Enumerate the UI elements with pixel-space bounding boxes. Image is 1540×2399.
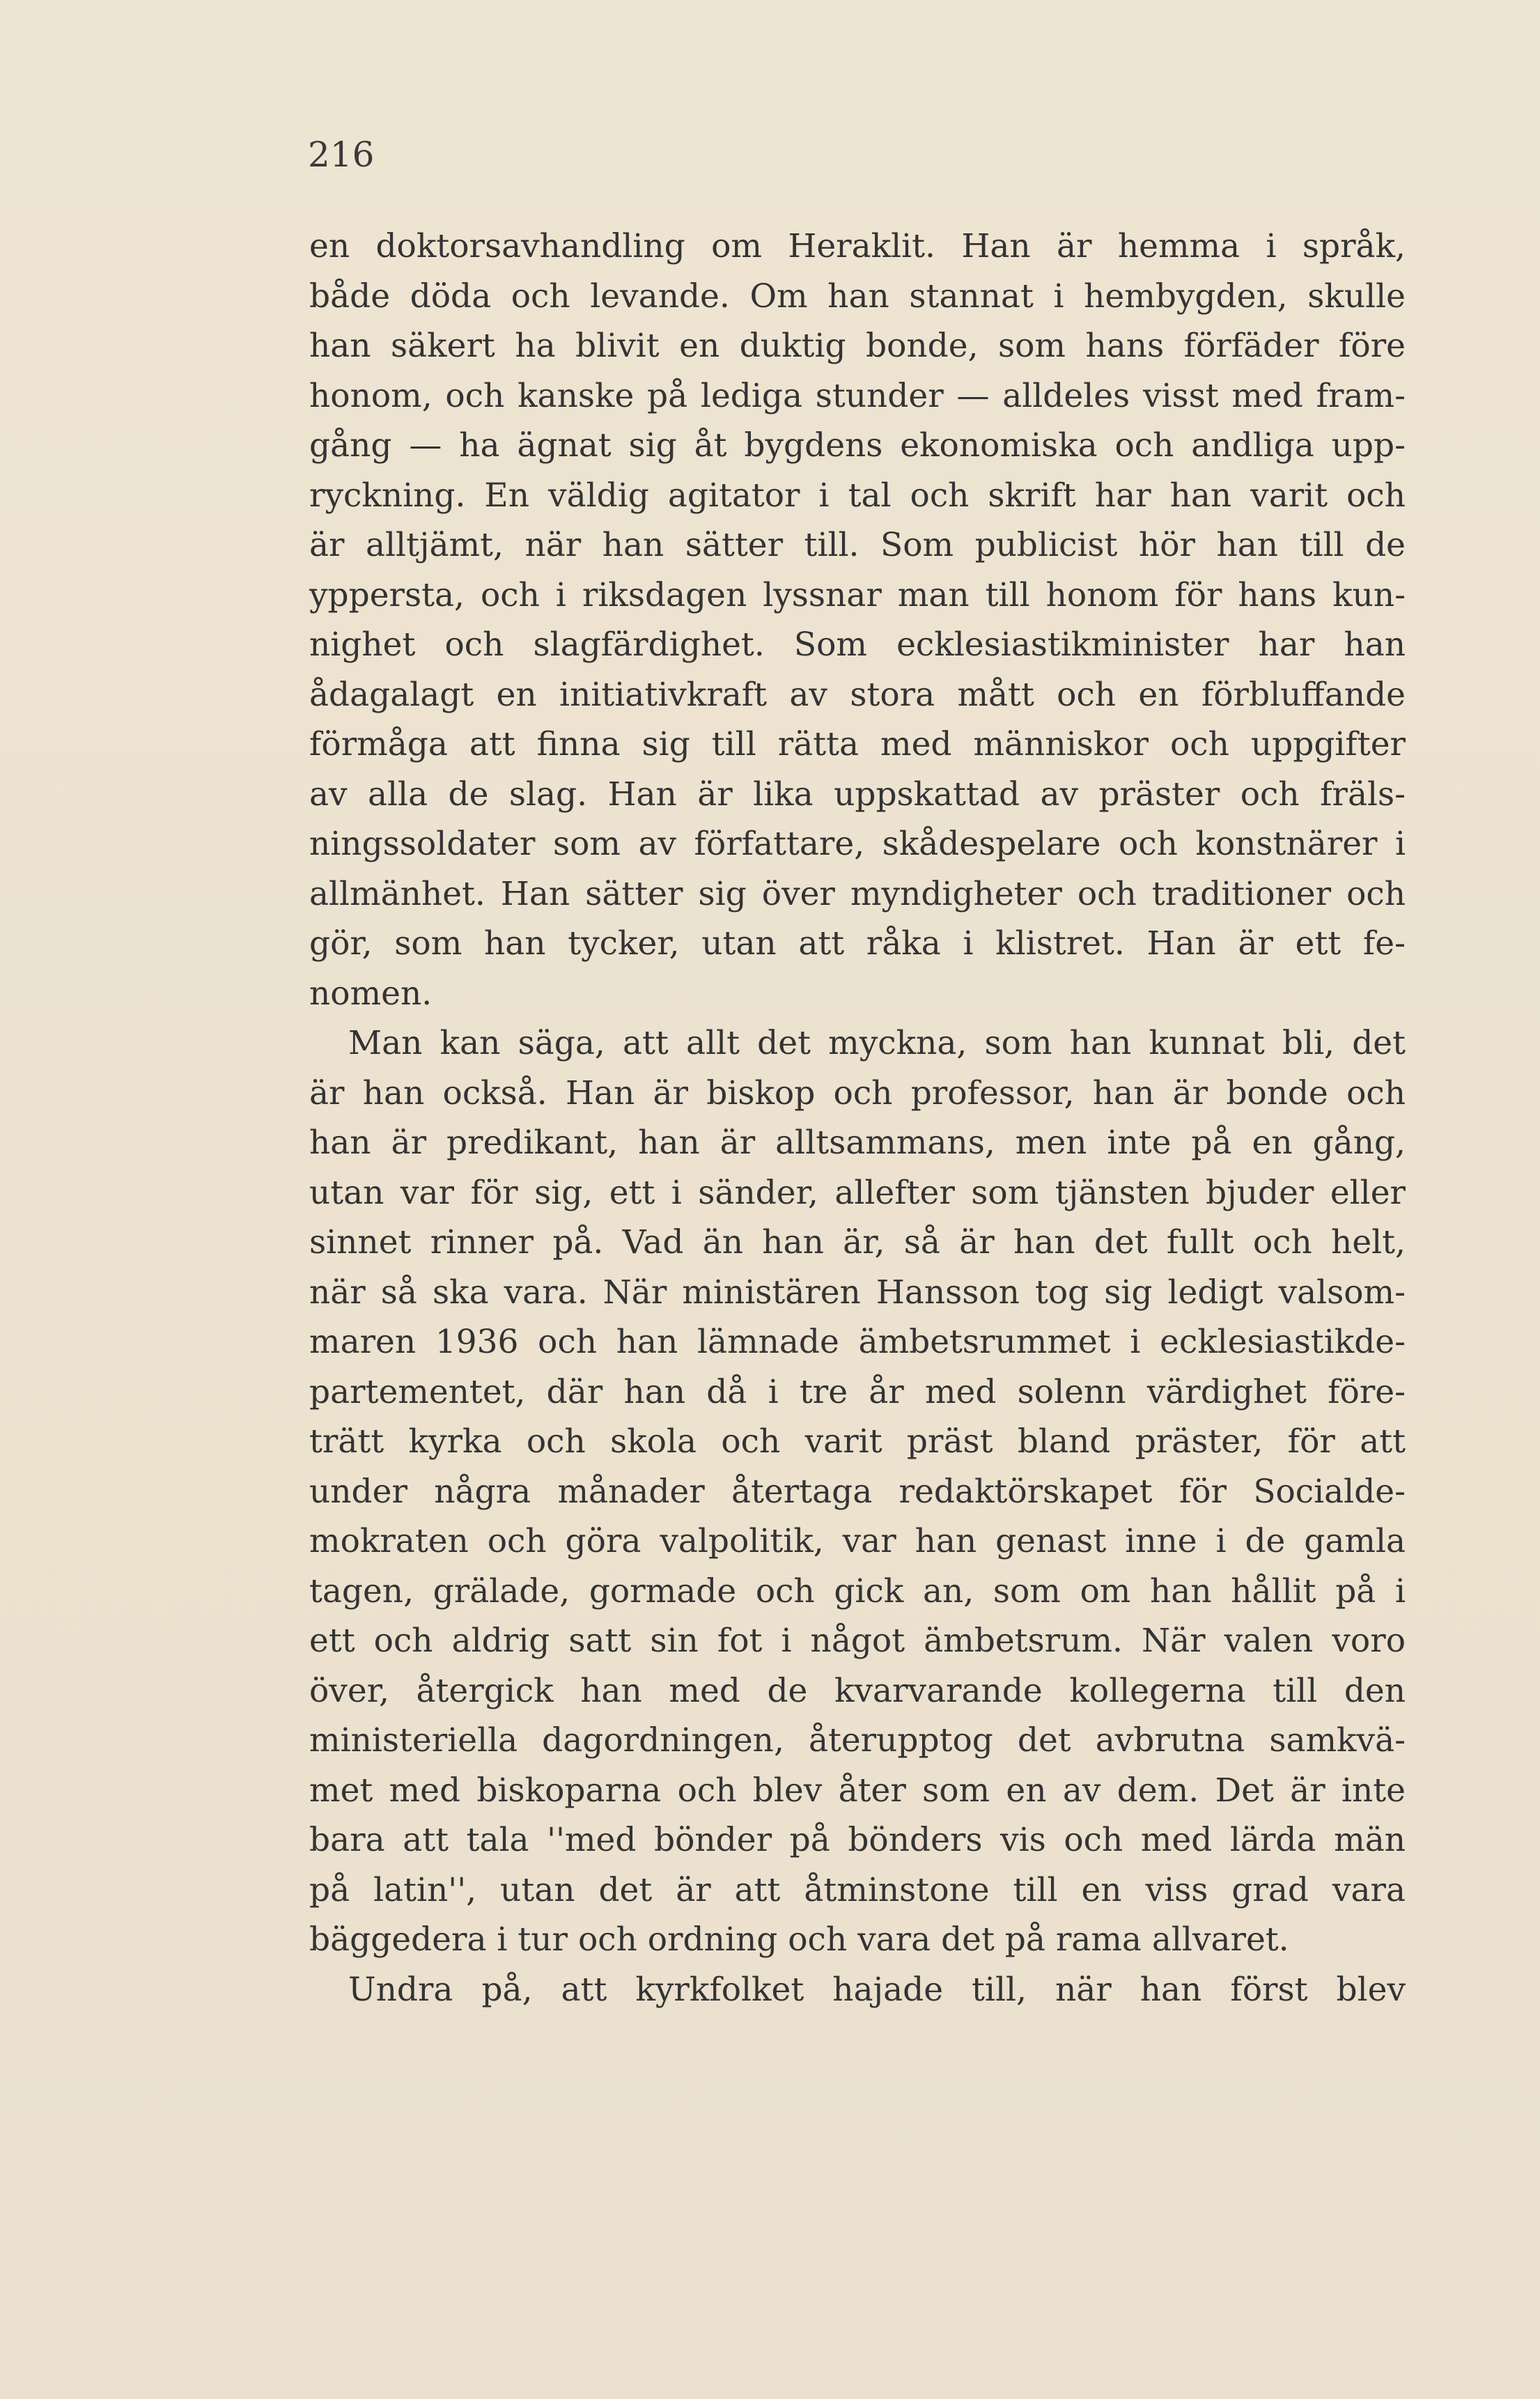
text-line: maren 1936 och han lämnade ämbetsrummet i ecklesiastikde- xyxy=(309,1323,1406,1361)
text-line: gång — ha ägnat sig åt bygdens ekonomiska och andliga upp- xyxy=(309,426,1406,465)
text-line: ådagalagt en initiativkraft av stora mått och en förbluffande xyxy=(309,675,1406,714)
text-line: Man kan säga, att allt det myckna, som han kunnat bli, det xyxy=(348,1024,1406,1062)
paragraph-3 xyxy=(309,1965,1406,2015)
paragraph-1 xyxy=(309,222,1406,1018)
text-line: partementet, där han då i tre år med solenn värdighet före- xyxy=(309,1372,1406,1411)
text-line: sinnet rinner på. Vad än han är, så är han det fullt och helt, xyxy=(309,1223,1406,1261)
page-number: 216 xyxy=(308,134,375,175)
text-line: allmänhet. Han sätter sig över myndigheter och traditioner och xyxy=(309,874,1406,913)
text-line: ministeriella dagordningen, återupptog det avbrutna samkvä- xyxy=(309,1721,1406,1760)
text-line: bara att tala ''med bönder på bönders vis och med lärda män xyxy=(309,1821,1406,1859)
text-line: är alltjämt, när han sätter till. Som publicist hör han till de xyxy=(309,526,1406,564)
text-line: på latin'', utan det är att åtminstone till en viss grad vara xyxy=(309,1870,1406,1909)
text-line: gör, som han tycker, utan att råka i klistret. Han är ett fe- xyxy=(309,924,1406,963)
text-line: han är predikant, han är alltsammans, men inte på en gång, xyxy=(309,1124,1406,1162)
text-line: honom, och kanske på lediga stunder — alldeles visst med fram- xyxy=(309,376,1406,415)
text-line: Undra på, att kyrkfolket hajade till, när han först blev xyxy=(348,1970,1406,2009)
text-line: av alla de slag. Han är lika uppskattad av präster och fräls- xyxy=(309,775,1406,814)
text-line: tagen, grälade, gormade och gick an, som om han hållit på i xyxy=(309,1571,1406,1610)
text-line: nighet och slagfärdighet. Som ecklesiastikminister har han xyxy=(309,626,1406,664)
paragraph-2 xyxy=(309,1018,1406,1965)
text-line: både döda och levande. Om han stannat i hembygden, skulle xyxy=(309,277,1406,316)
text-line: bäggedera i tur och ordning och vara det på rama allvaret. xyxy=(309,1920,1289,1959)
text-line: en doktorsavhandling om Heraklit. Han är hemma i språk, xyxy=(309,227,1406,265)
text-line: ryckning. En väldig agitator i tal och skrift har han varit och xyxy=(309,476,1406,515)
text-line: mokraten och göra valpolitik, var han genast inne i de gamla xyxy=(309,1522,1406,1560)
text-line: trätt kyrka och skola och varit präst bland präster, för att xyxy=(309,1422,1406,1461)
text-line: över, återgick han med de kvarvarande kollegerna till den xyxy=(309,1671,1406,1710)
text-line: nomen. xyxy=(309,974,433,1013)
text-line: när så ska vara. När ministären Hansson tog sig ledigt valsom- xyxy=(309,1273,1406,1312)
text-line: utan var för sig, ett i sänder, allefter som tjänsten bjuder eller xyxy=(309,1173,1406,1212)
text-line: förmåga att finna sig till rätta med människor och uppgifter xyxy=(309,725,1406,763)
text-line: han säkert ha blivit en duktig bonde, som hans förfäder före xyxy=(309,327,1406,365)
text-line: under några månader återtaga redaktörskapet för Socialde- xyxy=(309,1472,1406,1511)
body-text xyxy=(309,222,1406,2014)
text-line: ningssoldater som av författare, skådespelare och konstnärer i xyxy=(309,825,1406,863)
text-line: met med biskoparna och blev åter som en av dem. Det är inte xyxy=(309,1771,1406,1810)
text-line: är han också. Han är biskop och professor, han är bonde och xyxy=(309,1073,1406,1112)
text-line: yppersta, och i riksdagen lyssnar man till honom för hans kun- xyxy=(309,575,1406,614)
text-line: ett och aldrig satt sin fot i något ämbetsrum. När valen voro xyxy=(309,1622,1406,1660)
